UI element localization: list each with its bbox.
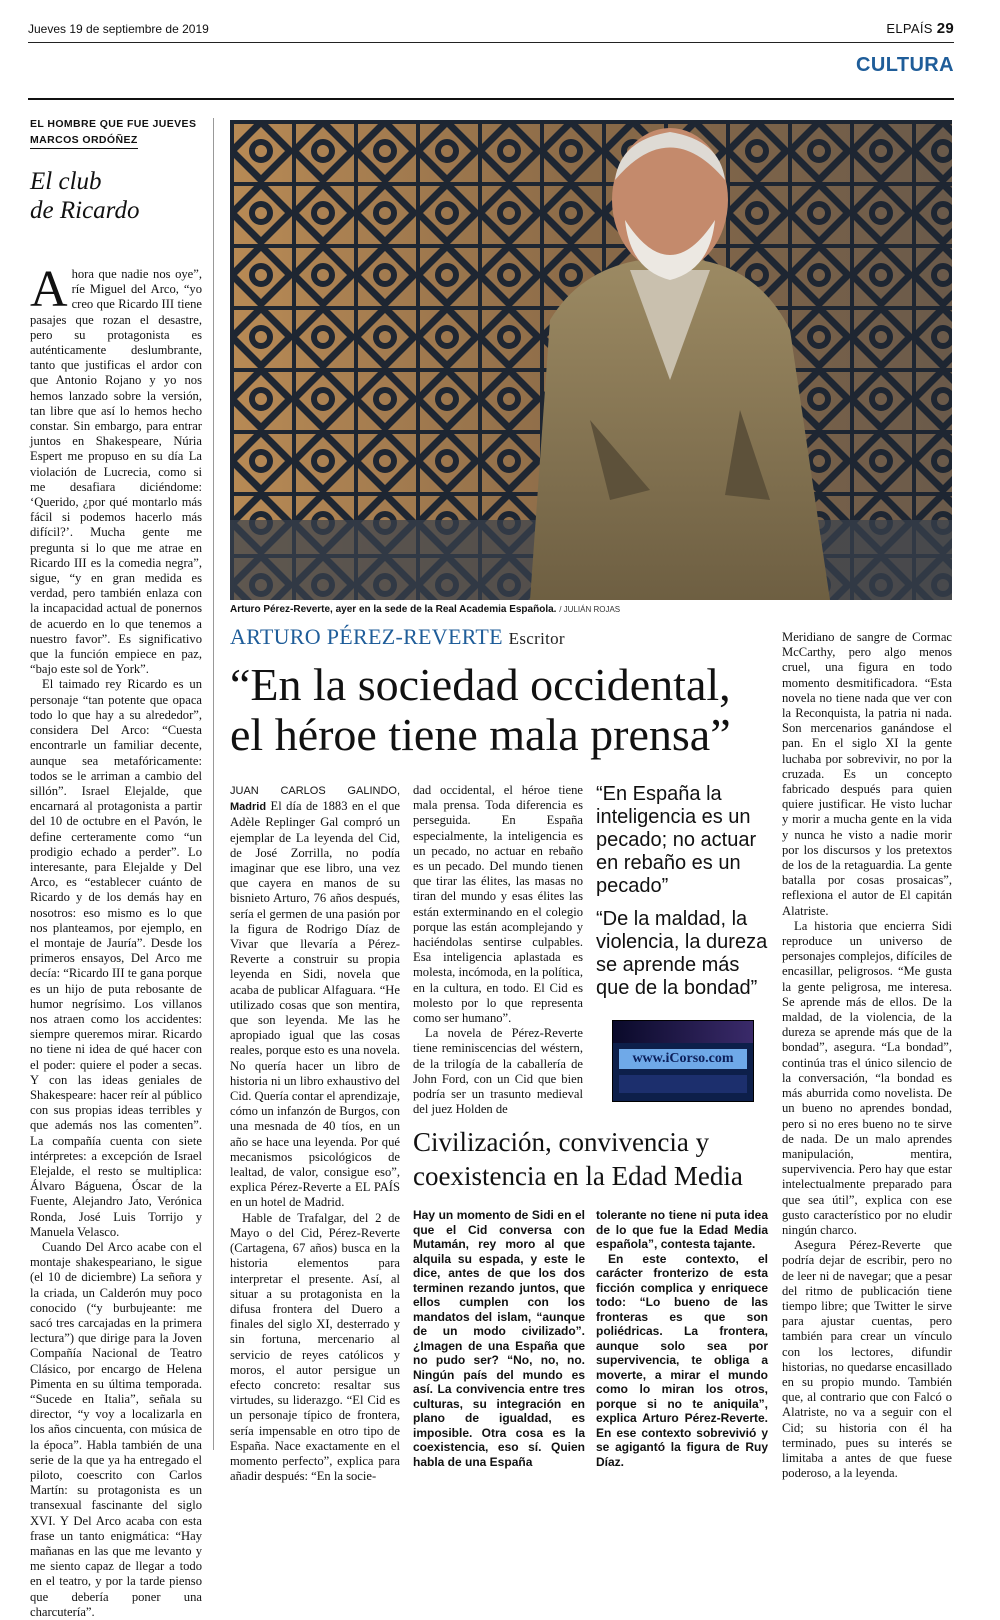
article-column-2 <box>413 783 583 1117</box>
headline <box>230 660 790 760</box>
section-rule <box>28 98 954 100</box>
interviewee-role: Escritor <box>508 629 565 648</box>
author-photo <box>230 120 952 600</box>
section-label: CULTURA <box>856 54 954 76</box>
article-paragraph: dad occidental, el héroe tiene mala prensa. Toda diferencia es perseguida. En España especialmente, la inteligencia es un pecado, no actuar en rebaño es un pecado. Del mundo tienen que tirar las élites, las masas no tiran del mundo y esas élites las están exterminando en el colegio porque las están acomplejando y haciéndolas sentirse culpables. Esa inteligencia aplastada es molesta, incómoda, en la política, en la cultura, en todo. El Cid es molesto por lo que representa como ser humano”. <box>413 783 583 1026</box>
column-paragraph: Cuando Del Arco acabe con el montaje shakespeariano, le sigue (el 10 de diciembre) La señora y la criada, un Calderón muy poco conocido (“y burbujeante: me sacó tres carcajadas en la primera lectura”) que dirige para la Joven Compañía Nacional de Teatro Clásico, por encargo de Helena Pimenta en su última temporada. “Sucede en Italia”, señala su director, “y voy a localizarla en los años cincuenta, con música de la época”. Habla también de una serie de la que ya ha entregado el piloto, coescrito con Carlos Martín: su protagonista es un transexual fascinante del siglo XVI. Y Del Arco acaba con esta frase un tanto enigmática: “Hay mañanas en las que me levanto y me siento capaz de llegar a todo en el teatro, y por la tarde pienso que debería poner una charcutería”. <box>30 1240 202 1619</box>
sidebar-paragraph: En este contexto, el carácter fronterizo de esta ficción complica y enriquece todo: “Lo bueno de las fronteras es que son poliédricas. La frontera, aunque solo sea por supervivencia, te obliga a moverte, a mirar el mundo como lo miran los otros, porque si no te aniquila”, explica Arturo Pérez-Reverte. En ese contexto sobrevivió y se agigantó la figura de Ruy Díaz. <box>596 1251 768 1469</box>
photo-credit: / JULIÁN ROJAS <box>559 605 621 614</box>
masthead <box>886 20 954 37</box>
column-title-line: de Ricardo <box>30 197 140 224</box>
article-paragraph: Asegura Pérez-Reverte que podría dejar de escribir, pero no de leer ni de navegar; que a pesar del ritmo de publicación tiene tiempo libre; que Twitter le sirve para ajustar cuentas, pero también para crear un vínculo con los lectores, difundir historias, no quedarse encasillado en su propio mundo. También que, al contrario que con Falcó o Alatriste, no va a seguir con el Cid; su historia con él ha terminado, pues su interés se limitaba a antes de que fuese poderoso, a la leyenda. <box>782 1238 952 1481</box>
dateline: Madrid <box>230 801 267 814</box>
sidebar-paragraph: Hay un momento de Sidi en el que el Cid conversa con Mutamán, rey moro al que alquila su espada, y este le dice, antes de que los dos terminen rezando juntos, que ellos cumplen con los mandatos del islam, “aunque de un modo civilizado”. ¿Imagen de una España que no pudo ser? “No, no, no. Ningún país del mundo es así. La convivencia entre tres culturas, su integración en plano de igualdad, es imposible. Otra cosa es la coexistencia, eso sí. Quien habla de una España <box>413 1208 585 1469</box>
drop-cap: A <box>30 261 68 318</box>
paper-name: ELPAÍS <box>886 21 933 36</box>
caption-text: Arturo Pérez-Reverte, ayer en la sede de la Real Academia Española. <box>230 604 557 615</box>
signature: JUAN CARLOS GALINDO, <box>230 785 400 797</box>
column-paragraph: hora que nadie nos oye”, ríe Miguel del Arco, “yo creo que Ricardo III tiene pasajes que rozan el desastre, pero su protagonista es auténticamente deslumbrante, tanto que justificas el ardor con que Antonio Rojano y yo nos hemos lanzado sobre la versión, tan libre que así lo hemos hecho constar. Sin embargo, para entrar juntos en Shakespeare, Núria Espert me propuso en su día La violación de Lucrecia, como si me desafiara diciéndome: ‘Querido, ¿por qué montarlo más fácil si podemos hacerlo más difícil?’. Mucha gente me pregunta si lo que me atrae en Ricardo III es la comedia negra”, sigue, “y en gran medida es verdad, pero también enlaza con la incapacidad actual de ponernos de acuerdo en lo que tenemos a nuestro favor”. Es significativo que la función empiece en paz, “bajo este sol de York”. <box>30 267 202 677</box>
page-number: 29 <box>936 20 954 37</box>
column-divider <box>213 118 214 1450</box>
photo-caption <box>230 604 620 615</box>
ad-banner <box>613 1021 753 1043</box>
column-paragraph: El taimado rey Ricardo es un personaje “tan potente que opaca todo lo que hay a su alrededor”, considera Del Arco: “Cuesta encontrarle un familiar decente, aunque sea metafóricamente: todos se le arriman a cambio del sillón”. Israel Elejalde, que encarnará al protagonista a partir del 10 de octubre en el Pavón, le define certeramente como “un prodigio echado a perder”. Lo interesante, para Elejalde y Del Arco, es “establecer cuánto de Ricardo y de los demás hay en nosotros: eso mismo es lo que nos planteamos, por ejemplo, en el montaje de Jauría”. Desde los primeros ensayos, Del Arco me decía: “Ricardo III te gana porque es un hijo de puta rebosante de humor negrísimo. Los villanos nos atraen como los accidentes: siempre queremos mirar. Ricardo no tiene ni idea de qué hacer con el poder: quiere el poder a secas. Y con las ideas geniales de Shakespeare: hacer reír al público con sus propias ideas terribles y que además nos las comenten”. La compañía cuenta con siete intérpretes: a excepción de Israel Elejalde, el resto se multiplica: Álvaro Báguena, Óscar de la Fuente, Alejandro Jato, Verónica Ronda, José Luis Torrijo y Manuela Velasco. <box>30 677 202 1239</box>
sidebar-title-line: Civilización, convivencia y <box>413 1127 710 1157</box>
sidebar-column-2 <box>596 1208 768 1469</box>
issue-date: Jueves 19 de septiembre de 2019 <box>28 22 209 36</box>
article-column-4 <box>782 630 952 1481</box>
headline-line: el héroe tiene mala prensa” <box>230 709 731 760</box>
pull-quotes <box>596 783 768 1102</box>
column-body <box>30 261 202 1620</box>
photo-illustration <box>230 120 952 600</box>
pull-quote: “De la maldad, la violencia, la dureza se aprende más que de la bondad” <box>596 908 768 999</box>
column-author: MARCOS ORDÓÑEZ <box>30 134 138 149</box>
sidebar-title <box>413 1125 768 1193</box>
article-paragraph: El día de 1883 en el que Adèle Replinger Gal compró un ejemplar de La leyenda del Cid, de José Zorrilla, no podía imaginar que ese libro, una vez que cayera en manos de su bisnieto Arturo, 76 años después, sería el germen de una pasión por la figura de Rodrigo Díaz de Vivar que llevaría a Pérez-Reverte a construir su propia leyenda en Sidi, novela que acaba de publicar Alfaguara. “He utilizado cosas que son mentira, que son leyenda. Me las he apropiado igual que las cosas reales, porque esto es una novela. No quería hacer un libro de historia ni un libro exhaustivo del Cid. Quería contar el aprendizaje, cómo un infanzón de Burgos, con una mesnada de 40 tíos, en un año se hace una leyenda. Por qué mecanismos psicológicos de lealtad, de valor, consigue eso”, explica Pérez-Reverte a EL PAÍS en un hotel de Madrid. <box>230 799 400 1210</box>
opinion-column <box>30 118 202 1620</box>
interviewee-line <box>230 624 565 650</box>
sidebar-title-line: coexistencia en la Edad Media <box>413 1161 743 1191</box>
column-title <box>30 167 202 225</box>
article-paragraph: La novela de Pérez-Reverte tiene reminiscencias del wéstern, de la trilogía de la caballería de John Ford, con un Cid que bien podría ser un trasunto medieval del juez Holden de <box>413 1026 583 1117</box>
article-paragraph: Meridiano de sangre de Cormac McCarthy, pero algo menos cruel, una figura en todo momento desmitificadora. “Esta novela no tiene nada que ver con la Reconquista, la patria ni nada. Son mercenarios ganándose el pan. En el siglo XI la gente luchaba por sobrevivir, no por la cruzada. Es un concepto fabricado después para quien quiere justificar. He visto luchar y morir a mucha gente en la vida y nunca he visto a nadie morir por los discursos y los pretextos de los de la retaguardia. La gente batalla por cosas prosaicas”, reflexiona el autor de El capitán Alatriste. <box>782 630 952 918</box>
ad-url: www.iCorso.com <box>619 1049 747 1069</box>
column-title-line: El club <box>30 168 102 195</box>
ad-strip <box>619 1075 747 1093</box>
column-kicker: EL HOMBRE QUE FUE JUEVES <box>30 118 197 130</box>
headline-line: “En la sociedad occidental, <box>230 659 731 710</box>
pull-quote: “En España la inteligencia es un pecado; no actuar en rebaño es un pecado” <box>596 783 757 897</box>
sidebar-paragraph: tolerante no tiene ni puta idea de lo que fue la Edad Media española”, contesta tajante. <box>596 1208 768 1251</box>
sidebar-column-1 <box>413 1208 585 1469</box>
advertisement[interactable] <box>612 1020 754 1102</box>
header-rule <box>28 42 954 43</box>
article-paragraph: La historia que encierra Sidi reproduce un universo de personajes complejos, difíciles de encasillar, peligrosos. “Me gusta la gente peligrosa, me interesa. Se aprende más de ellos. De la maldad, de la violencia, de la dureza se aprende más que de la bondad”, asegura. “La bondad”, continúa tras el único silencio de la conversación, “la bondad es más aburrida como novelista. De un bueno no aprendes bondad, pero si no eres bueno no te sirve de nada. De un malo aprendes manipulación, mentira, supervivencia. Pero hay que estar intelectualmente preparado para que sea útil”, explica con ese gusto característico por no eludir ningún charco. <box>782 918 952 1237</box>
article-column-1 <box>230 783 400 1484</box>
interviewee-name: ARTURO PÉREZ-REVERTE <box>230 624 503 649</box>
article-paragraph: Hable de Trafalgar, del 2 de Mayo o del Cid, Pérez-Reverte (Cartagena, 67 años) busca en la historia elementos para interpretar el presente. Así, al situar a su protagonista en la difusa frontera del Duero a finales del siglo XI, desterrado y sin fortuna, mercenario al servicio de reyes católicos y moros, el autor persigue un efecto concreto: resaltar sus virtudes, su liderazgo. “El Cid es un personaje típico de frontera, sería impensable en otro tipo de España. Nace exactamente en el momento perfecto”, explica para añadir después: “En la socie- <box>230 1210 400 1484</box>
